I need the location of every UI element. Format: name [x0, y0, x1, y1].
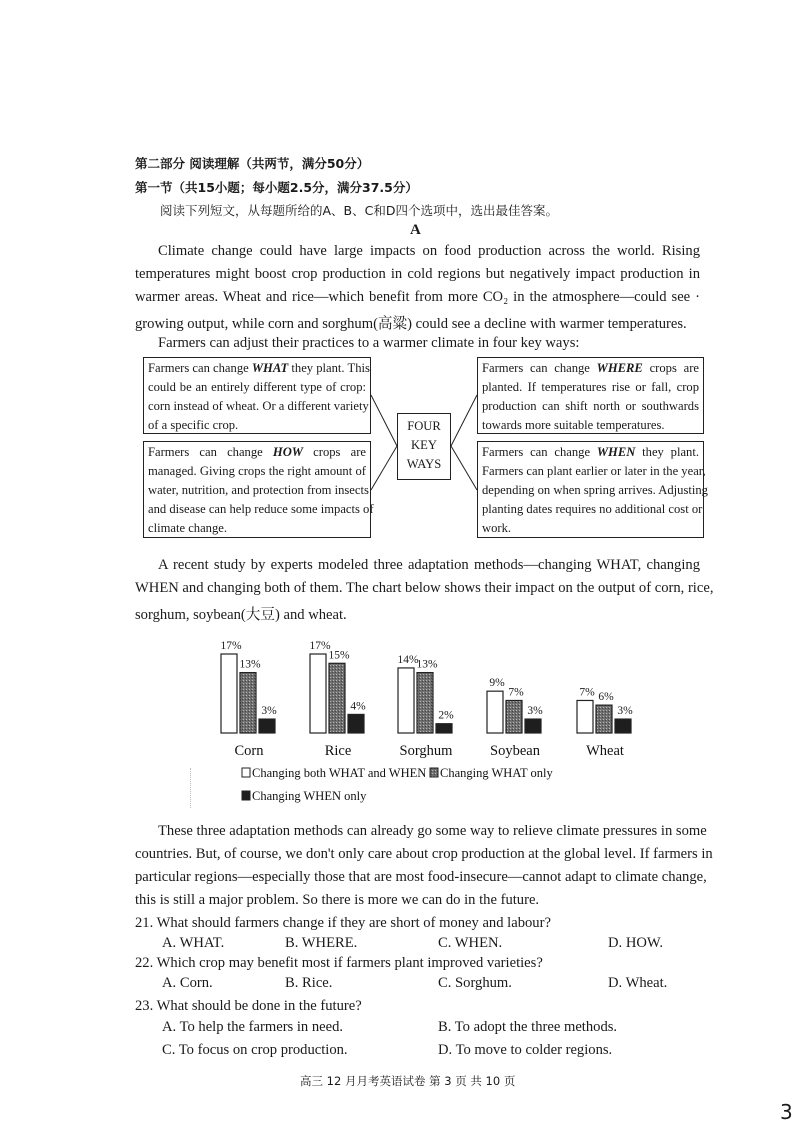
bar-corn-series-1 — [240, 673, 256, 733]
box-line: planting dates requires no additional cost or — [482, 502, 703, 516]
category-label: Corn — [234, 743, 264, 759]
section-heading: 第一节（共15小题；每小题2.5分，满分37.5分） — [135, 180, 418, 195]
bar-soybean-series-1 — [506, 700, 522, 733]
answer-option: D. HOW. — [608, 935, 663, 951]
box-line: planted. If temperatures rise or fall, crop — [482, 380, 699, 394]
answer-option: B. WHERE. — [285, 935, 358, 951]
legend-swatch — [430, 768, 438, 777]
data-label: 13% — [239, 658, 261, 671]
box-text: they plant. — [635, 445, 699, 459]
bar-sorghum-series-0 — [398, 668, 414, 733]
text-line: particular regions—especially those that are most food-insecure—cannot adapt to climate change, — [135, 869, 707, 885]
box-keyword: WHAT — [251, 361, 289, 375]
page-number: 3 — [780, 1100, 793, 1124]
question-stem: 23. What should be done in the future? — [135, 998, 362, 1014]
data-label: 9% — [489, 677, 505, 690]
category-label: Soybean — [490, 743, 540, 759]
bar-wheat-series-1 — [596, 705, 612, 733]
box-keyword: WHERE — [596, 361, 643, 375]
connector-line — [371, 446, 397, 490]
text-line: this is still a major problem. So there is more we can do in the future. — [135, 892, 540, 908]
part-heading: 第二部分 阅读理解（共两节，满分50分） — [135, 156, 370, 171]
connector-lines — [0, 0, 800, 560]
data-label: 6% — [598, 691, 614, 704]
text-line: countries. But, of course, we don't only care about crop production at the global level. If farmers in — [135, 846, 713, 862]
data-label: 4% — [350, 700, 366, 713]
bar-wheat-series-2 — [615, 719, 631, 733]
box-keyword: HOW — [272, 445, 303, 459]
bar-corn-series-2 — [259, 719, 275, 733]
bar-rice-series-2 — [348, 714, 364, 733]
data-label: 7% — [579, 686, 595, 699]
box-line: of a specific crop. — [148, 418, 239, 432]
chart-edge — [190, 768, 191, 808]
box-text: Farmers can change — [482, 361, 597, 375]
data-label: 3% — [261, 705, 277, 718]
legend-label: Changing WHAT only — [440, 766, 553, 780]
data-label: 17% — [220, 640, 242, 652]
bar-soybean-series-0 — [487, 691, 503, 733]
text-line: WHEN and changing both of them. The chart below shows their impact on the output of corn, rice, — [135, 580, 714, 596]
data-label: 14% — [397, 653, 419, 666]
data-label: 7% — [508, 686, 524, 699]
question-stem: 22. Which crop may benefit most if farmers plant improved varieties? — [135, 955, 543, 971]
box-line: towards more suitable temperatures. — [482, 418, 665, 432]
box-line: could be an entirely different type of crop: — [148, 380, 366, 394]
answer-option: A. To help the farmers in need. — [162, 1019, 344, 1035]
instruction: 阅读下列短文，从每题所给的A、B、C和D四个选项中，选出最佳答案。 — [160, 203, 558, 218]
box-line: water, nutrition, and protection from insects — [148, 483, 369, 497]
box-line: production can shift north or southwards — [482, 399, 699, 413]
connector-line — [371, 395, 397, 446]
data-label: 13% — [416, 658, 438, 671]
page-footer: 高三 12 月月考英语试卷 第 3 页 共 10 页 — [300, 1074, 516, 1088]
text-line: growing output, while corn and sorghum(高粱) could see a decline with warmer temperatures. — [135, 316, 687, 332]
bar-wheat-series-0 — [577, 700, 593, 733]
bar-sorghum-series-2 — [436, 724, 452, 733]
box-text: Farmers can change — [148, 445, 273, 459]
text-line: Climate change could have large impacts on food production across the world. Rising — [158, 243, 700, 259]
bar-rice-series-1 — [329, 663, 345, 733]
answer-option: C. To focus on crop production. — [162, 1042, 348, 1058]
answer-option: D. To move to colder regions. — [438, 1042, 613, 1058]
center-line: FOUR — [407, 419, 441, 433]
answer-option: C. WHEN. — [438, 935, 503, 951]
data-label: 3% — [527, 705, 543, 718]
category-label: Wheat — [586, 743, 624, 759]
answer-option: D. Wheat. — [608, 975, 668, 991]
box-line: managed. Giving crops the right amount of — [148, 464, 366, 478]
text-line: A recent study by experts modeled three adaptation methods—changing WHAT, changing — [158, 557, 700, 573]
box-line: depending on when spring arrives. Adjusting — [482, 483, 708, 497]
bar-sorghum-series-1 — [417, 673, 433, 733]
answer-option: A. Corn. — [162, 975, 213, 991]
box-line: climate change. — [148, 521, 228, 535]
intro-line: Farmers can adjust their practices to a warmer climate in four key ways: — [158, 335, 580, 351]
box-text: crops are — [303, 445, 366, 459]
answer-option: C. Sorghum. — [438, 975, 512, 991]
connector-line — [451, 395, 477, 446]
legend-label: Changing WHEN only — [252, 789, 367, 803]
text-line: sorghum, soybean(大豆) and wheat. — [135, 607, 347, 623]
bar-corn-series-0 — [221, 654, 237, 733]
box-line: corn instead of wheat. Or a different variety — [148, 399, 369, 413]
data-label: 2% — [438, 709, 454, 722]
legend-label: Changing both WHAT and WHEN — [252, 766, 427, 780]
data-label: 3% — [617, 705, 633, 718]
bar-chart — [0, 620, 800, 820]
box-line: Farmers can plant earlier or later in the year, — [482, 464, 706, 478]
box-text: Farmers can change — [482, 445, 597, 459]
category-label: Sorghum — [399, 743, 453, 759]
answer-option: B. To adopt the three methods. — [438, 1019, 618, 1035]
answer-option: A. WHAT. — [162, 935, 225, 951]
text-line: temperatures might boost crop production in cold regions but negatively impact production in — [135, 266, 700, 282]
bar-soybean-series-2 — [525, 719, 541, 733]
box-keyword: WHEN — [596, 445, 636, 459]
connector-line — [451, 446, 477, 490]
passage-label: A — [410, 222, 421, 238]
text-line: warmer areas. Wheat and rice—which benefit from more CO₂ in the atmosphere—could see · — [135, 289, 700, 305]
center-line: KEY — [411, 438, 437, 452]
box-line: and disease can help reduce some impacts of — [148, 502, 374, 516]
center-line: WAYS — [406, 457, 442, 471]
answer-option: B. Rice. — [285, 975, 333, 991]
box-line: work. — [482, 521, 512, 535]
bar-rice-series-0 — [310, 654, 326, 733]
legend-swatch — [242, 768, 250, 777]
data-label: 15% — [328, 649, 350, 662]
legend-swatch — [242, 791, 250, 800]
category-label: Rice — [324, 743, 352, 759]
data-label: 17% — [309, 640, 331, 652]
box-text: they plant. This — [288, 361, 370, 375]
box-text: crops are — [642, 361, 699, 375]
question-stem: 21. What should farmers change if they are short of money and labour? — [135, 915, 551, 931]
box-text: Farmers can change — [148, 361, 252, 375]
text-line: These three adaptation methods can already go some way to relieve climate pressures in some — [158, 823, 707, 839]
